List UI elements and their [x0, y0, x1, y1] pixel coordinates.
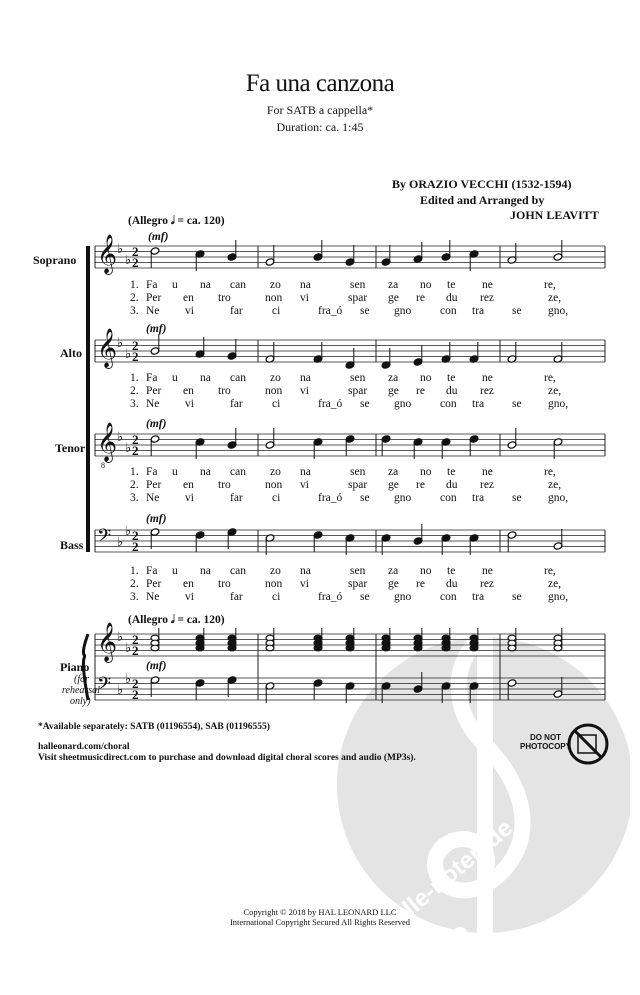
- lyric-syllable: na: [200, 372, 211, 384]
- footnote: *Available separately: SATB (01196554), SAB (01196555): [38, 722, 270, 732]
- lyric-syllable: na: [200, 279, 211, 291]
- lyric-syllable: du: [446, 479, 458, 491]
- piano-note-2: rehearsal: [62, 685, 100, 696]
- tempo-marking: (Allegro 𝅗𝅥 = ca. 120): [128, 215, 225, 227]
- flat-icon: ♭: [125, 672, 132, 687]
- lyric-syllable: vi: [300, 578, 309, 590]
- lyric-syllable: ci: [272, 591, 281, 603]
- time-signature: 2: [132, 643, 139, 658]
- verse-number: 3.: [130, 305, 139, 317]
- time-signature: 2: [132, 676, 139, 691]
- chord-note-head: [314, 645, 322, 651]
- flat-icon: ♭: [117, 535, 124, 550]
- lyric-syllable: vi: [185, 591, 194, 603]
- lyric-syllable: vi: [185, 398, 194, 410]
- lyric-syllable: rez: [480, 292, 495, 304]
- lyric-syllable: Ne: [146, 591, 160, 603]
- lyric-syllable: re: [416, 292, 425, 304]
- verse-number: 3.: [130, 591, 139, 603]
- treble-clef-icon: 𝄞: [97, 422, 118, 462]
- lyric-syllable: no: [420, 279, 432, 291]
- lyric-syllable: vi: [185, 492, 194, 504]
- chord-note-head: [228, 645, 236, 651]
- lyric-syllable: vi: [300, 292, 309, 304]
- lyric-syllable: far: [230, 591, 243, 603]
- lyric-syllable: can: [230, 372, 246, 384]
- chord-note-head: [151, 645, 159, 651]
- lyric-syllable: en: [183, 292, 194, 304]
- lyric-syllable: re: [416, 479, 425, 491]
- part-label-alto: Alto: [60, 346, 82, 360]
- treble-clef-icon: 𝄞: [97, 622, 118, 662]
- lyric-syllable: tra: [472, 492, 485, 504]
- flat-icon: ♭: [117, 683, 124, 698]
- dnp-line-2: PHOTOCOPY: [520, 742, 571, 751]
- lyric-syllable: fra_ó: [318, 591, 343, 603]
- lyric-syllable: za: [388, 279, 399, 291]
- verse-number: 1.: [130, 565, 139, 577]
- lyric-syllable: ci: [272, 398, 281, 410]
- verse-number: 1.: [130, 279, 139, 291]
- flat-icon: ♭: [125, 641, 132, 656]
- time-signature: 2: [132, 349, 139, 364]
- lyric-syllable: spar: [348, 292, 368, 304]
- chord-note-head: [382, 645, 390, 651]
- time-signature: 2: [132, 687, 139, 702]
- flat-icon: ♭: [125, 441, 132, 456]
- lyric-syllable: tra: [472, 398, 485, 410]
- lyric-syllable: no: [420, 466, 432, 478]
- piano-note-1: (for: [74, 674, 89, 685]
- dnp-line-1: DO NOT: [529, 733, 562, 742]
- lyric-syllable: non: [265, 292, 283, 304]
- lyric-syllable: sen: [350, 279, 366, 291]
- treble-clef-icon: 𝄞: [97, 328, 118, 368]
- arranger-credit-label: Edited and Arranged by: [420, 193, 545, 207]
- time-signature: 2: [132, 244, 139, 259]
- lyric-syllable: Per: [146, 385, 162, 397]
- lyric-syllable: u: [172, 372, 178, 384]
- lyric-syllable: vi: [300, 479, 309, 491]
- lyric-syllable: con: [440, 492, 457, 504]
- time-signature: 2: [132, 443, 139, 458]
- no-copy-icon: [566, 722, 610, 766]
- composer-credit: By ORAZIO VECCHI (1532-1594): [392, 177, 572, 191]
- flat-icon: ♭: [117, 242, 124, 257]
- lyric-syllable: rez: [480, 385, 495, 397]
- lyric-syllable: spar: [348, 385, 368, 397]
- lyric-syllable: Ne: [146, 398, 160, 410]
- lyric-syllable: Fa: [146, 372, 158, 384]
- lyric-syllable: se: [512, 305, 522, 317]
- lyric-syllable: gno: [394, 398, 412, 410]
- lyric-syllable: ze,: [548, 385, 562, 397]
- octave-marking: 8: [101, 461, 105, 470]
- lyric-syllable: zo: [270, 372, 281, 384]
- lyric-syllable: non: [265, 385, 283, 397]
- lyric-syllable: Fa: [146, 565, 158, 577]
- lyric-syllable: za: [388, 565, 399, 577]
- lyric-syllable: ge: [388, 292, 399, 304]
- dynamic-alto: (mf): [146, 323, 167, 335]
- website-link[interactable]: halleonard.com/choral: [38, 742, 130, 752]
- lyric-syllable: fra_ó: [318, 305, 343, 317]
- lyric-syllable: ze,: [548, 578, 562, 590]
- lyric-syllable: en: [183, 385, 194, 397]
- lyric-syllable: non: [265, 479, 283, 491]
- part-label-bass: Bass: [60, 538, 84, 552]
- lyric-syllable: Per: [146, 292, 162, 304]
- do-not-photocopy-label: [518, 733, 573, 751]
- verse-number: 3.: [130, 492, 139, 504]
- lyric-syllable: ze,: [548, 479, 562, 491]
- lyric-syllable: gno,: [548, 398, 569, 410]
- lyric-syllable: se: [512, 398, 522, 410]
- lyric-syllable: Ne: [146, 492, 160, 504]
- lyric-syllable: zo: [270, 279, 281, 291]
- lyric-syllable: Fa: [146, 279, 158, 291]
- copyright-line-2: International Copyright Secured All Rights Reserved: [229, 917, 411, 927]
- lyric-syllable: na: [300, 372, 311, 384]
- flat-icon: ♭: [117, 630, 124, 645]
- lyric-syllable: u: [172, 565, 178, 577]
- part-label-piano: Piano: [60, 660, 90, 674]
- chord-note-head: [346, 645, 354, 651]
- time-signature: 2: [132, 632, 139, 647]
- time-signature: 2: [132, 338, 139, 353]
- lyric-syllable: gno: [394, 305, 412, 317]
- lyric-syllable: ge: [388, 385, 399, 397]
- chord-note-head: [266, 645, 274, 651]
- verse-number: 1.: [130, 466, 139, 478]
- lyric-syllable: en: [183, 578, 194, 590]
- lyric-syllable: re: [416, 385, 425, 397]
- tempo-marking-piano: (Allegro 𝅗𝅥 = ca. 120): [128, 614, 225, 626]
- lyric-syllable: se: [512, 591, 522, 603]
- lyric-syllable: zo: [270, 466, 281, 478]
- lyric-syllable: en: [183, 479, 194, 491]
- lyric-syllable: ne: [482, 466, 493, 478]
- lyric-syllable: te: [447, 466, 456, 478]
- lyric-syllable: gno: [394, 492, 412, 504]
- lyric-syllable: spar: [348, 479, 368, 491]
- lyric-syllable: con: [440, 591, 457, 603]
- chord-note-head: [470, 645, 478, 651]
- dynamic-tenor: (mf): [146, 418, 167, 430]
- dynamic-bass: (mf): [146, 513, 167, 525]
- lyric-syllable: re,: [544, 279, 556, 291]
- chord-note-head: [508, 645, 516, 651]
- treble-clef-icon: 𝄞: [97, 234, 118, 274]
- lyric-syllable: ci: [272, 305, 281, 317]
- lyric-syllable: con: [440, 398, 457, 410]
- lyric-syllable: gno,: [548, 492, 569, 504]
- bass-clef-icon: 𝄢: [97, 526, 112, 551]
- chord-note-head: [554, 645, 562, 651]
- lyric-syllable: vi: [300, 385, 309, 397]
- dynamic-soprano: (mf): [148, 231, 169, 243]
- lyric-syllable: du: [446, 578, 458, 590]
- lyric-syllable: rez: [480, 479, 495, 491]
- time-signature: 2: [132, 539, 139, 554]
- lyric-syllable: Per: [146, 578, 162, 590]
- verse-number: 3.: [130, 398, 139, 410]
- piano-note-3: only): [70, 696, 91, 707]
- lyric-syllable: gno,: [548, 305, 569, 317]
- lyric-syllable: far: [230, 398, 243, 410]
- lyric-syllable: ne: [482, 372, 493, 384]
- lyric-syllable: tra: [472, 591, 485, 603]
- bass-clef-icon: 𝄢: [97, 674, 112, 699]
- lyric-syllable: se: [360, 591, 370, 603]
- lyric-syllable: ne: [482, 279, 493, 291]
- lyric-syllable: se: [360, 398, 370, 410]
- lyric-syllable: no: [420, 565, 432, 577]
- lyric-syllable: far: [230, 492, 243, 504]
- lyric-syllable: tro: [218, 292, 231, 304]
- lyric-syllable: tro: [218, 385, 231, 397]
- lyric-syllable: u: [172, 466, 178, 478]
- lyric-syllable: te: [447, 279, 456, 291]
- verse-number: 2.: [130, 479, 139, 491]
- lyric-syllable: Per: [146, 479, 162, 491]
- lyric-syllable: re,: [544, 565, 556, 577]
- page-title: Fa una canzona: [245, 70, 395, 97]
- lyric-syllable: re,: [544, 466, 556, 478]
- lyric-syllable: sen: [350, 466, 366, 478]
- flat-icon: ♭: [117, 336, 124, 351]
- lyric-syllable: za: [388, 466, 399, 478]
- lyric-syllable: na: [300, 279, 311, 291]
- lyric-syllable: du: [446, 385, 458, 397]
- copyright-line-1: Copyright © 2018 by HAL LEONARD LLC: [243, 907, 397, 917]
- lyric-syllable: far: [230, 305, 243, 317]
- lyric-syllable: ge: [388, 578, 399, 590]
- lyric-syllable: u: [172, 279, 178, 291]
- time-signature: 2: [132, 528, 139, 543]
- lyric-syllable: no: [420, 372, 432, 384]
- watermark-text: alle-noten.de: [387, 814, 518, 931]
- lyric-syllable: sen: [350, 565, 366, 577]
- lyric-syllable: con: [440, 305, 457, 317]
- lyric-syllable: ze,: [548, 292, 562, 304]
- lyric-syllable: re: [416, 578, 425, 590]
- lyric-syllable: ge: [388, 479, 399, 491]
- lyric-syllable: non: [265, 578, 283, 590]
- lyric-syllable: se: [360, 305, 370, 317]
- chord-note-head: [414, 645, 422, 651]
- part-label-tenor: Tenor: [55, 441, 86, 455]
- lyric-syllable: Ne: [146, 305, 160, 317]
- lyric-syllable: can: [230, 565, 246, 577]
- lyric-syllable: spar: [348, 578, 368, 590]
- subtitle: For SATB a cappella*: [266, 103, 374, 117]
- lyric-syllable: se: [360, 492, 370, 504]
- verse-number: 2.: [130, 385, 139, 397]
- lyric-syllable: can: [230, 466, 246, 478]
- lyric-syllable: sen: [350, 372, 366, 384]
- lyric-syllable: na: [300, 466, 311, 478]
- lyric-syllable: gno: [394, 591, 412, 603]
- chord-note-head: [442, 645, 450, 651]
- lyric-syllable: tro: [218, 578, 231, 590]
- lyric-syllable: zo: [270, 565, 281, 577]
- lyric-syllable: tra: [472, 305, 485, 317]
- verse-number: 2.: [130, 292, 139, 304]
- part-label-soprano: Soprano: [33, 253, 77, 267]
- flat-icon: ♭: [125, 347, 132, 362]
- lyric-syllable: can: [230, 279, 246, 291]
- lyric-syllable: na: [300, 565, 311, 577]
- flat-icon: ♭: [125, 253, 132, 268]
- lyric-syllable: ci: [272, 492, 281, 504]
- time-signature: 2: [132, 432, 139, 447]
- lyric-syllable: fra_ó: [318, 492, 343, 504]
- lyric-syllable: na: [200, 565, 211, 577]
- lyric-syllable: se: [512, 492, 522, 504]
- lyric-syllable: re,: [544, 372, 556, 384]
- verse-number: 2.: [130, 578, 139, 590]
- lyric-syllable: tro: [218, 479, 231, 491]
- flat-icon: ♭: [125, 524, 132, 539]
- chord-note-head: [196, 645, 204, 651]
- lyric-syllable: du: [446, 292, 458, 304]
- lyric-syllable: gno,: [548, 591, 569, 603]
- arranger-name: JOHN LEAVITT: [510, 208, 599, 222]
- lyric-syllable: rez: [480, 578, 495, 590]
- dynamic-piano: (mf): [146, 660, 167, 672]
- lyric-syllable: ne: [482, 565, 493, 577]
- verse-number: 1.: [130, 372, 139, 384]
- lyric-syllable: Fa: [146, 466, 158, 478]
- lyric-syllable: vi: [185, 305, 194, 317]
- visit-line: Visit sheetmusicdirect.com to purchase and download digital choral scores and audio (MP3s).: [38, 753, 416, 763]
- lyric-syllable: te: [447, 565, 456, 577]
- lyric-syllable: na: [200, 466, 211, 478]
- flat-icon: ♭: [117, 430, 124, 445]
- lyric-syllable: fra_ó: [318, 398, 343, 410]
- duration: Duration: ca. 1:45: [276, 120, 364, 134]
- lyric-syllable: za: [388, 372, 399, 384]
- lyric-syllable: te: [447, 372, 456, 384]
- time-signature: 2: [132, 255, 139, 270]
